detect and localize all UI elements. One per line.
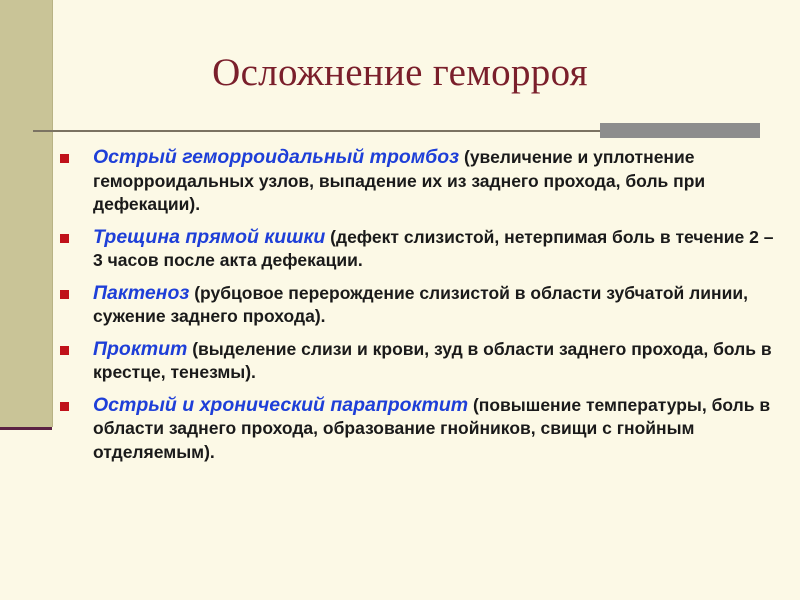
bullet-item <box>58 146 778 217</box>
bullet-square-icon <box>60 234 69 243</box>
bullet-description: (рубцовое перерождение слизистой в области зубчатой линии, сужение заднего прохода). <box>93 282 748 326</box>
bullet-square-icon <box>60 402 69 411</box>
bullet-term: Трещина прямой кишки <box>93 225 326 248</box>
bullet-description: (дефект слизистой, нетерпимая боль в течение 2 – 3 часов после акта дефекации. <box>93 226 774 270</box>
bullet-square-icon <box>60 290 69 299</box>
bullet-description: (увеличение и уплотнение геморроидальных узлов, выпадение их из заднего прохода, боль при дефекации). <box>93 147 706 214</box>
bullet-description: (выделение слизи и крови, зуд в области заднего прохода, боль в крестце, тенезмы). <box>93 338 772 382</box>
bullet-term: Пактеноз <box>93 281 190 304</box>
bullet-square-icon <box>60 154 69 163</box>
bullet-description: (повышение температуры, боль в области заднего прохода, образование гнойников, свищи с гнойным отделяемым). <box>93 394 771 462</box>
title-divider-block <box>600 123 760 138</box>
bullet-term: Проктит <box>93 337 188 360</box>
bullet-item <box>58 394 778 465</box>
bullet-item <box>58 338 778 385</box>
bullet-square-icon <box>60 346 69 355</box>
bullet-item <box>58 226 778 273</box>
title-divider-line <box>33 130 600 132</box>
side-decor-line <box>0 427 52 430</box>
bullet-term: Острый геморроидальный тромбоз <box>93 146 460 168</box>
slide-title: Осложнение геморроя <box>212 51 588 94</box>
bullet-item <box>58 282 778 329</box>
bullet-term: Острый и хронический парапроктит <box>93 393 469 416</box>
bullet-list <box>58 146 778 473</box>
